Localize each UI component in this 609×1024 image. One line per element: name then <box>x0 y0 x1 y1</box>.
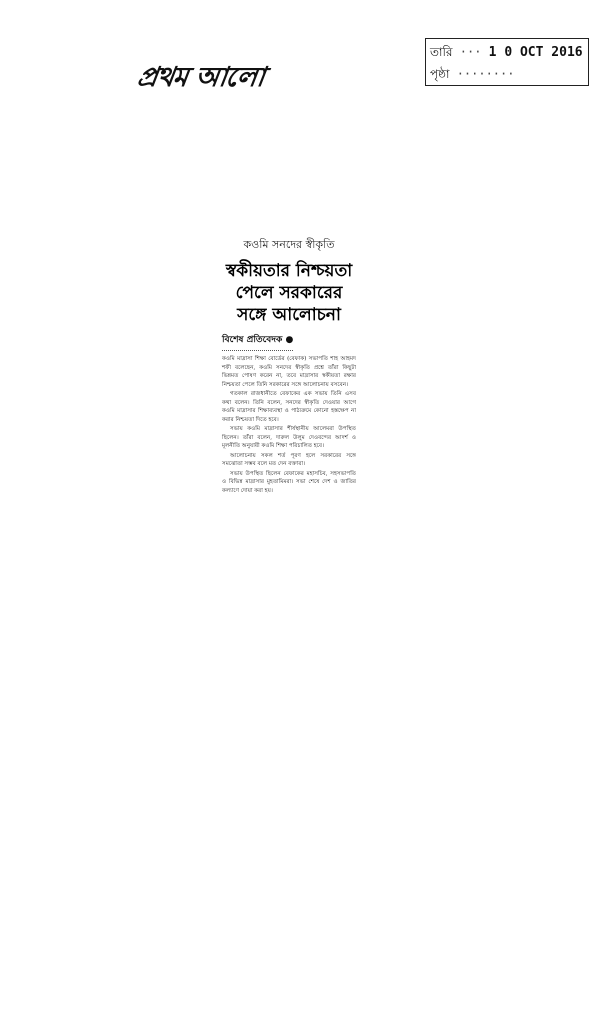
article-paragraph: গতকাল রাজধানীতে বেফাকের এক সভায় তিনি এসব কথা বলেন। তিনি বলেন, সনদের স্বীকৃতি দেওয়ার আগে কওমি মাদ্রাসার শিক্ষাব্যবস্থা ও পাঠ্যক্রমে কোনো হস্তক্ষেপ না করার নিশ্চয়তা দিতে হবে। <box>222 391 356 423</box>
article-byline: বিশেষ প্রতিবেদক ● <box>222 332 293 351</box>
article-headline <box>222 260 356 326</box>
article-kicker: কওমি সনদের স্বীকৃতি <box>243 238 335 251</box>
news-clipping <box>222 236 356 496</box>
headline-line: স্বকীয়তার নিশ্চয়তা <box>225 261 353 281</box>
stamp-dash: ········ <box>456 67 515 81</box>
stamp-date-value: 1 0 OCT 2016 <box>488 45 583 60</box>
newspaper-masthead: প্রথম আলো <box>135 62 266 93</box>
article-paragraph: সভায় উপস্থিত ছিলেন বেফাকের মহাসচিব, সহসভাপতি ও বিভিন্ন মাদ্রাসার মুহতামিমরা। সভা শেষে দেশ ও জাতির কল্যাণে দোয়া করা হয়। <box>222 470 356 494</box>
clipping-date-stamp <box>425 38 589 86</box>
headline-line: পেলে সরকারের <box>235 283 343 303</box>
stamp-date-row <box>430 44 583 64</box>
article-paragraph: সভায় কওমি মাদ্রাসার শীর্ষস্থানীয় আলেমরা উপস্থিত ছিলেন। তাঁরা বলেন, দারুল উলুম দেওবন্দের আদর্শ ও মূলনীতি অনুযায়ী কওমি শিক্ষা পরিচালিত হবে। <box>222 426 356 449</box>
stamp-date-label: তারি <box>430 45 453 59</box>
headline-line: সঙ্গে আলোচনা <box>237 305 341 325</box>
stamp-page-row <box>430 66 514 86</box>
article-paragraph: কওমি মাদ্রাসা শিক্ষা বোর্ডের (বেফাক) সভাপতি শাহ আহমদ শফী বলেছেন, কওমি সনদের স্বীকৃতি প্রশ্নে তাঁরা কিছুটা ভিন্নমত পোষণ করেন না, তবে মাদ্রাসার স্বকীয়তা রক্ষার নিশ্চয়তা পেলে তিনি সরকারের সঙ্গে আলোচনায় বসবেন। <box>222 356 356 388</box>
article-paragraph: আলোচনায় সকল শর্ত পূরণ হলে সরকারের সঙ্গে সমঝোতা সম্ভব বলে মত দেন বক্তারা। <box>222 452 356 467</box>
stamp-page-label: পৃষ্ঠা <box>430 67 450 81</box>
article-body <box>222 355 356 495</box>
stamp-dash: ··· <box>459 45 489 59</box>
